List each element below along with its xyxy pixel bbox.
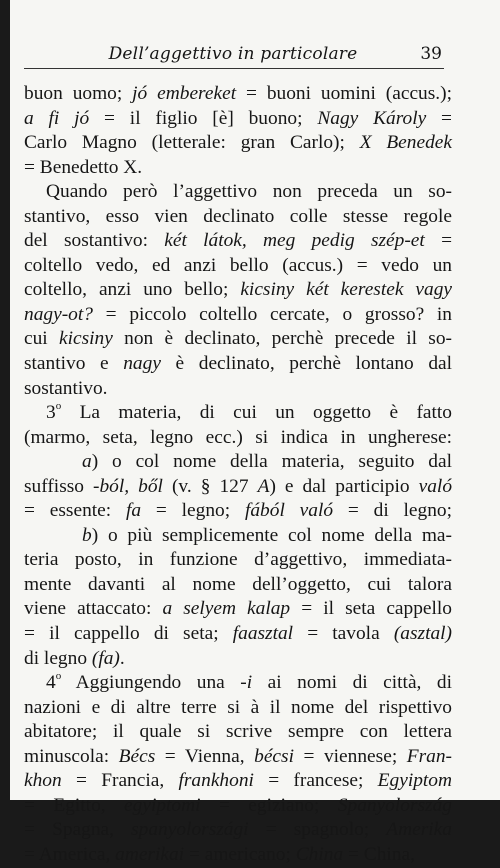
italic-run: -i [240, 672, 253, 694]
text-run: è declinato, perchè lontano dal [160, 353, 453, 375]
italic-run: China [295, 843, 344, 865]
italic-run: Bécs [118, 745, 156, 767]
text-run: Carlo Magno (letterale: gran Carlo); [24, 132, 360, 154]
italic-run: -ból, ből [93, 475, 163, 497]
text-line [24, 82, 452, 107]
text-line [24, 377, 452, 402]
italic-run: való [418, 475, 453, 497]
text-line [24, 131, 452, 156]
italic-run: nagy-ot? [24, 303, 93, 325]
text-run: Aggiungendo una [61, 672, 241, 694]
text-run: di legno [24, 647, 92, 669]
text-line [24, 843, 452, 868]
text-line [24, 229, 452, 254]
text-line [24, 745, 452, 770]
text-line [24, 426, 452, 451]
text-run: = piccolo coltello cercate, o grosso? in [92, 303, 452, 325]
italic-run: Fran- [406, 745, 452, 767]
text-run: = China, [343, 843, 415, 865]
text-run: = francese; [253, 770, 378, 792]
text-line [24, 475, 452, 500]
text-line [24, 573, 452, 598]
text-line [24, 450, 452, 475]
text-run: sostantivo. [24, 377, 108, 399]
text-run: = il seta cappello [290, 598, 452, 620]
text-run: abitatore; il quale si scrive sempre con lettera [24, 721, 452, 743]
text-line [24, 647, 452, 672]
page-body-text [24, 82, 452, 868]
italic-run: spanyolországi [131, 819, 249, 841]
text-run: ) e dal participio [269, 475, 419, 497]
text-run: 4 [46, 672, 56, 694]
italic-run: (asztal) [393, 623, 453, 645]
page-number: 39 [420, 44, 442, 64]
text-run: Quando però l’aggettivo non preceda un so- [46, 181, 452, 203]
text-run: = il cappello di seta; [24, 623, 233, 645]
text-line [24, 352, 452, 377]
italic-run: a [82, 451, 92, 473]
italic-run: Spanyolország [337, 794, 452, 816]
italic-run: Egyiptom [377, 770, 452, 792]
text-run: minuscola: [24, 745, 119, 767]
text-run: = viennese; [293, 745, 407, 767]
italic-run: jó embereket [132, 83, 237, 104]
italic-run: bécsi [254, 745, 294, 767]
italic-run: b [82, 524, 92, 546]
italic-run: frankhoni [178, 770, 254, 792]
italic-run: kicsiny két kerestek vagy [240, 279, 452, 301]
text-run: buon uomo; [24, 83, 133, 104]
text-run: cui [24, 328, 59, 350]
italic-run: khon [24, 770, 62, 792]
italic-run: két látok, meg pedig szép-et [164, 230, 425, 252]
text-line [24, 622, 452, 647]
italic-run: Amerika [386, 819, 452, 841]
text-line [24, 278, 452, 303]
running-title: Dell’aggettivo in particolare [108, 44, 358, 64]
text-line [24, 818, 452, 843]
text-line [24, 254, 452, 279]
text-run: viene attaccato: [24, 598, 163, 620]
italic-run: a fi jó [24, 107, 90, 129]
italic-run: X Benedek [359, 132, 452, 154]
text-run: La materia, di cui un oggetto è fatto [61, 402, 452, 424]
text-run: = Egitto, [24, 794, 125, 816]
italic-run: egyiptomi [124, 794, 201, 816]
text-run: 3 [46, 402, 56, 424]
text-run: non è declinato, perchè precede il so- [112, 328, 452, 350]
text-line [24, 524, 452, 549]
text-run: = [424, 230, 452, 252]
italic-run: faasztal [232, 623, 294, 645]
text-run: = [426, 107, 452, 129]
text-line [24, 794, 452, 819]
text-run: = di legno; [333, 500, 453, 522]
text-line [24, 156, 452, 181]
italic-run: (fa) [91, 647, 120, 669]
italic-run: amerikai [115, 843, 185, 865]
text-run: ) o più semplicemente col nome della ma- [91, 524, 452, 546]
text-run: stantivo, esso vien declinato colle stesse regole [24, 205, 452, 227]
text-line [24, 303, 452, 328]
italic-run: a selyem kalap [162, 598, 291, 620]
text-line [24, 401, 452, 426]
italic-run: kicsiny [59, 328, 113, 350]
header-rule [24, 68, 444, 69]
text-run: = Benedetto X. [24, 156, 143, 178]
italic-run: nagy [123, 353, 161, 375]
text-run: teria posto, in funzione d’aggettivo, immediata- [24, 549, 452, 571]
page-header [24, 44, 442, 68]
text-run: stantivo e [24, 353, 124, 375]
text-run: = Spagna, [24, 819, 132, 841]
italic-run: fa [125, 500, 142, 522]
text-run: = spagnolo; [248, 819, 387, 841]
text-line [24, 499, 452, 524]
text-run: = essente: [24, 500, 126, 522]
text-run: = Vienna, [155, 745, 255, 767]
text-run: (marmo, seta, legno ecc.) si indica in ungherese: [24, 426, 452, 448]
italic-run: Nagy Károly [317, 107, 427, 129]
text-run: = buoni uomini (accus.); [236, 83, 452, 104]
text-run: (v. § 127 [162, 475, 258, 497]
text-line [24, 327, 452, 352]
italic-run: fából való [244, 500, 334, 522]
text-run: = Francia, [61, 770, 179, 792]
text-run: = America, [24, 843, 116, 865]
text-line [24, 548, 452, 573]
text-run: mente davanti al nome dell’oggetto, cui talora [24, 573, 452, 595]
text-run: . [119, 647, 125, 669]
text-line [24, 205, 452, 230]
superscript: o [55, 670, 62, 683]
text-run: coltello, anzi uno bello; [24, 279, 241, 301]
text-line [24, 696, 452, 721]
text-run: nazioni e di altre terre si à il nome del rispettivo [24, 696, 452, 718]
text-line [24, 107, 452, 132]
text-run: = legno; [141, 500, 245, 522]
text-run: coltello vedo, ed anzi bello (accus.) = vedo un [24, 254, 452, 276]
text-run: del sostantivo: [24, 230, 165, 252]
text-run: = il figlio [è] buono; [89, 107, 318, 129]
text-run: suffisso [24, 475, 94, 497]
text-line [24, 769, 452, 794]
book-page [10, 0, 500, 865]
text-run: = americano; [184, 843, 296, 865]
text-line [24, 180, 452, 205]
italic-run: A [257, 475, 270, 497]
text-run: ai nomi di città, di [252, 672, 453, 694]
text-run: ) o col nome della materia, seguito dal [91, 451, 452, 473]
text-line [24, 597, 452, 622]
text-line [24, 671, 452, 696]
superscript: o [55, 400, 62, 413]
text-line [24, 720, 452, 745]
text-run: = tavola [293, 623, 394, 645]
text-run: = egiziano; [200, 794, 338, 816]
